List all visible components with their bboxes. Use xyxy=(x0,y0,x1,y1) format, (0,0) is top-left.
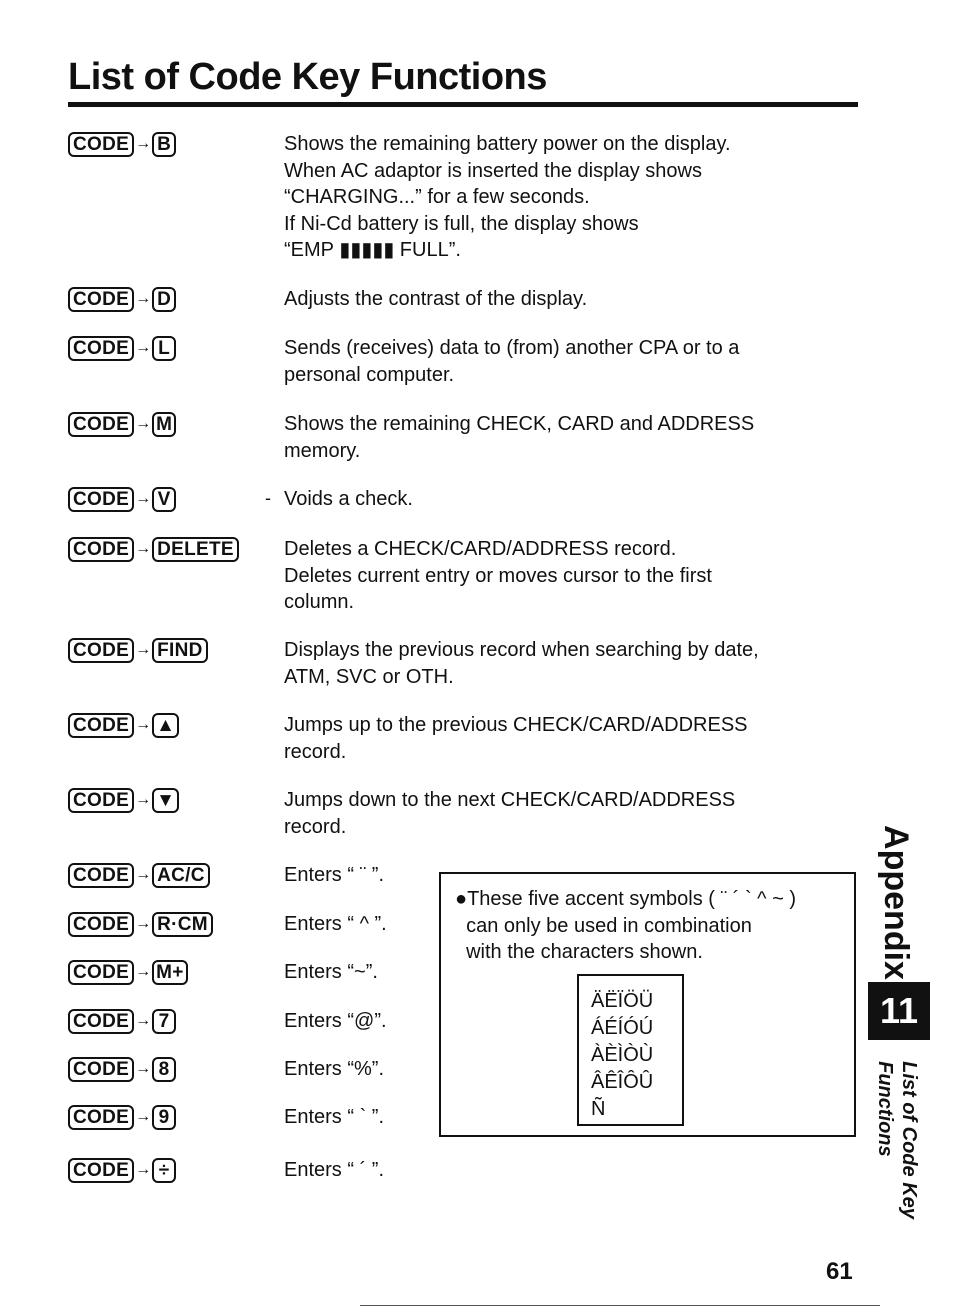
description-line: Shows the remaining CHECK, CARD and ADDRESS xyxy=(284,413,755,435)
function-key: V xyxy=(152,487,176,512)
code-key-combo xyxy=(68,788,179,812)
description-line: Displays the previous record when searching by date, xyxy=(284,639,759,661)
code-key-combo xyxy=(68,287,176,311)
code-key-combo xyxy=(68,132,176,156)
description-line: Enters “%”. xyxy=(284,1058,385,1080)
char-line: Ñ xyxy=(591,1098,606,1120)
accent-note-text xyxy=(455,886,855,966)
code-key-combo xyxy=(68,713,179,737)
code-key: CODE xyxy=(68,132,134,157)
arrow-icon: → xyxy=(135,791,152,808)
function-key: DELETE xyxy=(152,537,239,562)
description-line: column. xyxy=(284,591,355,613)
char-line: ÄËÏÖÜ xyxy=(591,990,654,1012)
function-key: B xyxy=(152,132,176,157)
title-rule xyxy=(68,102,858,107)
arrow-icon: → xyxy=(135,641,152,658)
appendix-text: Appendix xyxy=(876,824,915,980)
description-line: Sends (receives) data to (from) another CPA or to a xyxy=(284,337,740,359)
key-description xyxy=(284,536,844,616)
page-title: List of Code Key Functions xyxy=(68,56,547,98)
description-line: Deletes current entry or moves cursor to the first xyxy=(284,564,712,587)
description-line: Voids a check. xyxy=(284,488,413,510)
description-line: “EMP ▮▮▮▮▮ FULL”. xyxy=(284,239,461,261)
key-description xyxy=(284,787,844,840)
function-key: 9 xyxy=(152,1105,176,1130)
description-line: Enters “~”. xyxy=(284,961,378,983)
code-key-combo xyxy=(68,537,239,561)
arrow-icon: → xyxy=(135,1108,152,1125)
key-description xyxy=(284,411,844,464)
accent-characters-box xyxy=(577,974,684,1126)
description-line: personal computer. xyxy=(284,363,455,386)
function-key: ÷ xyxy=(152,1158,176,1183)
chapter-tab: 11 xyxy=(868,982,930,1040)
code-key-combo xyxy=(68,1158,176,1182)
code-key: CODE xyxy=(68,912,134,937)
description-line: If Ni-Cd battery is full, the display shows xyxy=(284,212,639,235)
char-line: ÁÉÍÓÚ xyxy=(591,1017,654,1039)
arrow-icon: → xyxy=(135,339,152,356)
code-key: CODE xyxy=(68,487,134,512)
char-line: ÂÊÎÔÛ xyxy=(591,1071,654,1093)
void-dash: - xyxy=(265,488,271,508)
code-key-combo xyxy=(68,912,213,936)
arrow-icon: → xyxy=(135,866,152,883)
code-key: CODE xyxy=(68,713,134,738)
description-line: Enters “ ` ”. xyxy=(284,1106,385,1128)
code-key: CODE xyxy=(68,412,134,437)
code-key: CODE xyxy=(68,336,134,361)
description-line: Adjusts the contrast of the display. xyxy=(284,288,588,310)
code-key: CODE xyxy=(68,863,134,888)
arrow-icon: → xyxy=(135,1060,152,1077)
note-line: ●These five accent symbols ( ¨ ´ ` ^ ~ ) xyxy=(455,888,796,910)
function-key: M+ xyxy=(152,960,188,985)
description-line: When AC adaptor is inserted the display shows xyxy=(284,159,702,182)
key-description xyxy=(284,637,844,690)
description-line: Enters “ ^ ”. xyxy=(284,913,387,935)
code-key-combo xyxy=(68,638,208,662)
code-key-combo xyxy=(68,960,188,984)
arrow-icon: → xyxy=(135,135,152,152)
arrow-icon: → xyxy=(135,490,152,507)
arrow-icon: → xyxy=(135,716,152,733)
side-appendix-label xyxy=(865,824,925,980)
key-description xyxy=(284,335,844,388)
code-key: CODE xyxy=(68,1009,134,1034)
description-line: Enters “ ´ ”. xyxy=(284,1159,385,1181)
key-description xyxy=(284,131,844,264)
arrow-icon: → xyxy=(135,915,152,932)
function-key: D xyxy=(152,287,176,312)
code-key: CODE xyxy=(68,537,134,562)
function-key: ▲ xyxy=(152,713,179,738)
chapter-line-1: List of Code Key xyxy=(898,1061,921,1219)
function-key: AC/C xyxy=(152,863,210,888)
description-line: Enters “@”. xyxy=(284,1010,387,1032)
description-line: “CHARGING...” for a few seconds. xyxy=(284,186,590,208)
function-key: R·CM xyxy=(152,912,213,937)
description-line: record. xyxy=(284,740,347,763)
description-line: record. xyxy=(284,815,347,838)
function-key: L xyxy=(152,336,176,361)
description-line: ATM, SVC or OTH. xyxy=(284,665,454,688)
key-description xyxy=(284,1157,844,1184)
key-description xyxy=(284,286,844,313)
description-line: Jumps down to the next CHECK/CARD/ADDRESS xyxy=(284,789,736,811)
function-key: FIND xyxy=(152,638,208,663)
description-line: Deletes a CHECK/CARD/ADDRESS record. xyxy=(284,538,677,560)
code-key-combo xyxy=(68,863,210,887)
code-key-combo xyxy=(68,487,176,511)
arrow-icon: → xyxy=(135,963,152,980)
code-key-combo xyxy=(68,1057,176,1081)
function-key: 8 xyxy=(152,1057,176,1082)
arrow-icon: → xyxy=(135,540,152,557)
arrow-icon: → xyxy=(135,1012,152,1029)
accent-characters xyxy=(591,988,653,1123)
code-key-combo xyxy=(68,412,176,436)
key-description xyxy=(284,712,844,765)
description-line: Shows the remaining battery power on the display. xyxy=(284,133,731,155)
note-line: with the characters shown. xyxy=(455,941,703,963)
code-key-combo xyxy=(68,336,176,360)
arrow-icon: → xyxy=(135,1161,152,1178)
code-key: CODE xyxy=(68,1158,134,1183)
function-key: 7 xyxy=(152,1009,176,1034)
code-key: CODE xyxy=(68,287,134,312)
code-key: CODE xyxy=(68,638,134,663)
side-chapter-label xyxy=(862,1050,932,1230)
page-number: 61 xyxy=(826,1258,853,1285)
code-key: CODE xyxy=(68,1105,134,1130)
description-line: memory. xyxy=(284,439,361,462)
arrow-icon: → xyxy=(135,415,152,432)
char-line: ÀÈÌÒÙ xyxy=(591,1044,654,1066)
description-line: Jumps up to the previous CHECK/CARD/ADDRESS xyxy=(284,714,748,736)
function-key: ▼ xyxy=(152,788,179,813)
description-line: Enters “ ¨ ”. xyxy=(284,864,385,886)
code-key: CODE xyxy=(68,1057,134,1082)
bottom-rule xyxy=(360,1305,880,1306)
code-key-combo xyxy=(68,1105,176,1129)
note-line: can only be used in combination xyxy=(455,914,752,937)
code-key: CODE xyxy=(68,788,134,813)
arrow-icon: → xyxy=(135,290,152,307)
function-key: M xyxy=(152,412,176,437)
key-description xyxy=(284,486,844,513)
accent-note-box xyxy=(439,872,856,1137)
chapter-line-2: Functions xyxy=(874,1061,897,1157)
code-key: CODE xyxy=(68,960,134,985)
code-key-combo xyxy=(68,1009,176,1033)
